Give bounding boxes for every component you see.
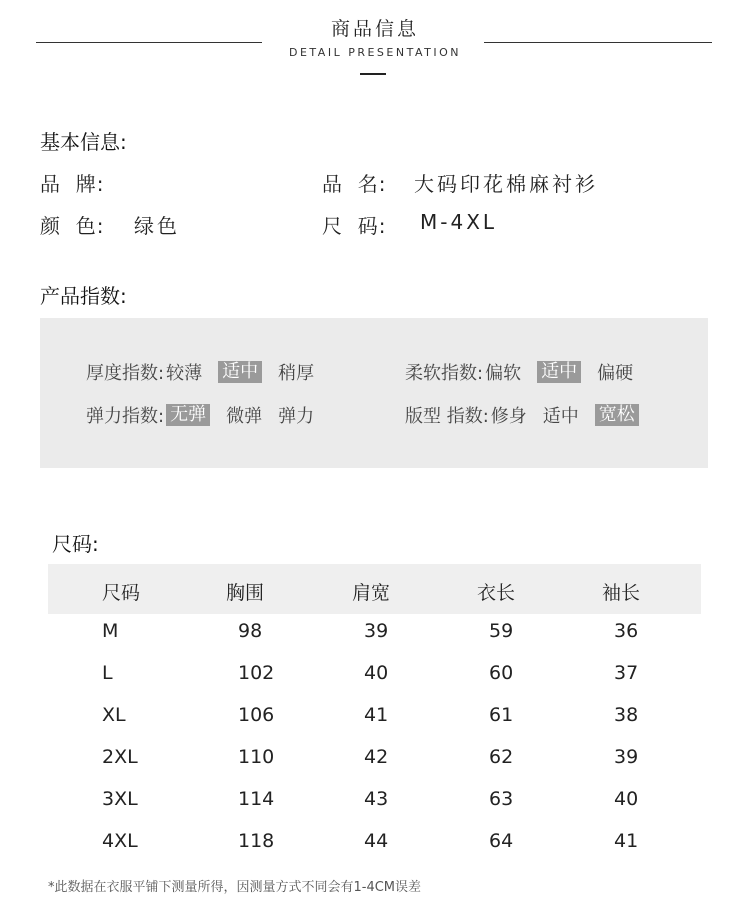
size-table-header-cell: 肩宽 [352, 582, 391, 604]
size-table-cell: M [102, 620, 119, 642]
title-underline [360, 73, 386, 75]
index-option: 稍厚 [278, 363, 315, 384]
size-label: 尺 码: [322, 214, 387, 238]
index-label: 版型 指数: [405, 406, 489, 427]
size-table-cell: 4XL [102, 830, 138, 852]
size-table-cell: 63 [489, 788, 514, 810]
product-index-panel [40, 318, 708, 468]
size-table-cell: 3XL [102, 788, 138, 810]
size-table-cell: 38 [614, 704, 639, 726]
product-index-title: 产品指数: [40, 284, 127, 308]
index-option-selected: 适中 [218, 361, 262, 383]
index-row-elasticity [86, 402, 330, 428]
index-option: 适中 [542, 406, 579, 427]
color-value: 绿色 [134, 214, 180, 238]
size-table-cell: XL [102, 704, 126, 726]
index-option: 微弹 [226, 406, 263, 427]
size-table-cell: 62 [489, 746, 514, 768]
size-table-cell: 106 [238, 704, 275, 726]
index-label: 弹力指数: [86, 406, 165, 427]
size-table-cell: 39 [364, 620, 389, 642]
size-table-cell: 102 [238, 662, 275, 684]
size-table-header-cell: 袖长 [602, 582, 641, 604]
size-table-cell: 43 [364, 788, 389, 810]
size-table-cell: 118 [238, 830, 275, 852]
size-table-cell: 36 [614, 620, 639, 642]
index-row-softness [405, 359, 649, 385]
size-table-cell: 114 [238, 788, 275, 810]
size-table-cell: 41 [364, 704, 389, 726]
measurement-footnote: *此数据在衣服平铺下测量所得，因测量方式不同会有1-4CM误差 [48, 880, 422, 895]
size-table-cell: 2XL [102, 746, 138, 768]
size-value: M-4XL [420, 210, 498, 234]
index-label: 厚度指数: [86, 363, 165, 384]
name-label: 品 名: [322, 172, 387, 196]
size-table-cell: 40 [614, 788, 639, 810]
index-option: 偏硬 [597, 363, 634, 384]
size-table-cell: 59 [489, 620, 514, 642]
name-value: 大码印花棉麻衬衫 [414, 172, 598, 196]
size-table-cell: 110 [238, 746, 275, 768]
index-option: 修身 [490, 406, 527, 427]
index-option: 偏软 [485, 363, 522, 384]
size-table-cell: 41 [614, 830, 639, 852]
header-rule-left [36, 42, 262, 43]
size-table-header-cell: 尺码 [102, 582, 141, 604]
index-option: 弹力 [278, 406, 315, 427]
page-subtitle: DETAIL PRESENTATION [289, 46, 461, 59]
size-table-header-cell: 胸围 [226, 582, 265, 604]
index-row-thickness [86, 359, 330, 385]
color-label: 颜 色: [40, 214, 105, 238]
index-label: 柔软指数: [405, 363, 484, 384]
size-table-title: 尺码: [52, 532, 99, 556]
size-table-cell: 61 [489, 704, 514, 726]
index-option-selected: 宽松 [595, 404, 639, 426]
size-table-cell: 40 [364, 662, 389, 684]
index-option-selected: 无弹 [166, 404, 210, 426]
size-table-cell: 64 [489, 830, 514, 852]
size-table-cell: 44 [364, 830, 389, 852]
index-option-selected: 适中 [537, 361, 581, 383]
size-table-cell: 60 [489, 662, 514, 684]
basic-info-title: 基本信息: [40, 130, 127, 154]
size-table-header-cell: 衣长 [477, 582, 516, 604]
size-table-cell: 98 [238, 620, 263, 642]
size-table-cell: L [102, 662, 113, 684]
brand-label: 品 牌: [40, 172, 105, 196]
index-option: 较薄 [166, 363, 203, 384]
page-title: 商品信息 [330, 18, 419, 40]
size-table-cell: 39 [614, 746, 639, 768]
size-table-cell: 37 [614, 662, 639, 684]
header-rule-right [484, 42, 712, 43]
index-row-fit [405, 402, 655, 428]
size-table-cell: 42 [364, 746, 389, 768]
